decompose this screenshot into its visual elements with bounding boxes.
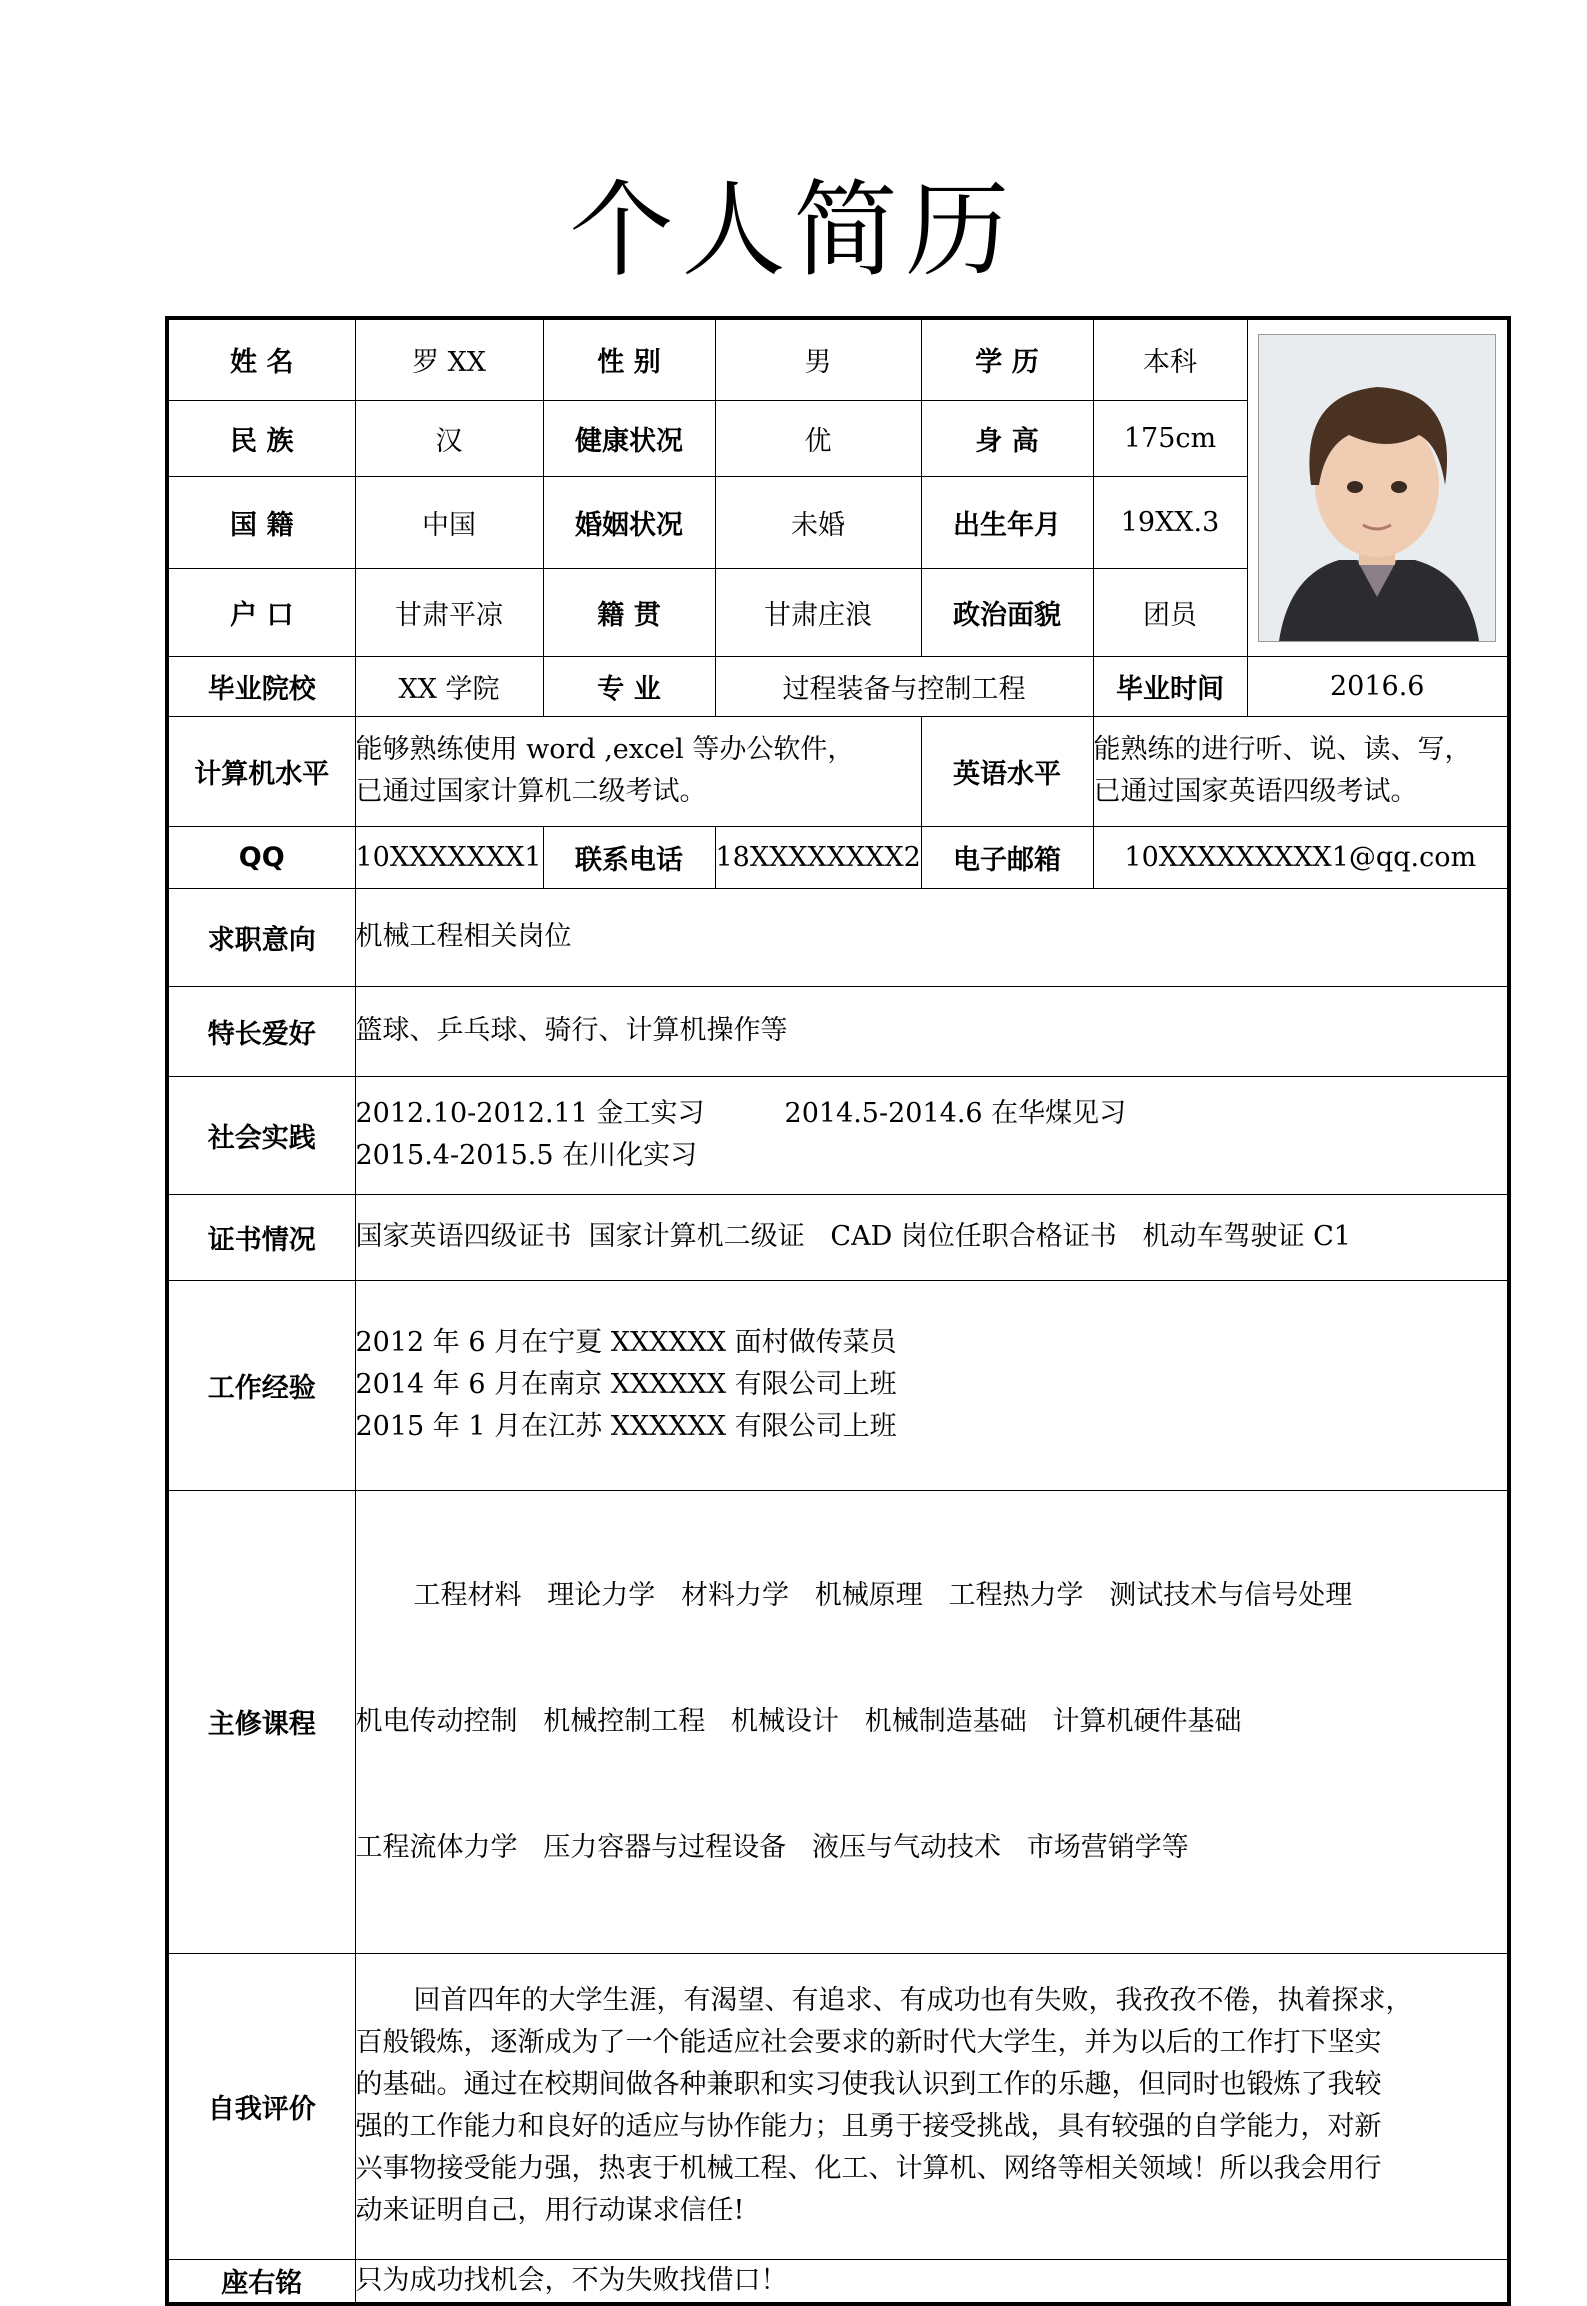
table-row bbox=[167, 2259, 1509, 2304]
resume-table bbox=[165, 316, 1511, 2306]
practice-item: 2015.4-2015.5 在川化实习 bbox=[355, 1140, 698, 1171]
table-row bbox=[167, 318, 1509, 400]
table-row bbox=[167, 888, 1509, 986]
table-row bbox=[167, 826, 1509, 888]
grad-value: 2016.6 bbox=[1247, 656, 1509, 716]
table-row bbox=[167, 986, 1509, 1076]
marital-label: 婚姻状况 bbox=[543, 476, 715, 568]
ethnicity-label: 民 族 bbox=[167, 400, 355, 476]
courses-line: 工程材料 理论力学 材料力学 机械原理 工程热力学 测试技术与信号处理 bbox=[413, 1579, 1353, 1611]
cert-value: 国家英语四级证书 国家计算机二级证 CAD 岗位任职合格证书 机动车驾驶证 C1 bbox=[355, 1194, 1509, 1280]
political-label: 政治面貌 bbox=[921, 568, 1093, 656]
nationality-label: 国 籍 bbox=[167, 476, 355, 568]
page-title: 个人简历 bbox=[569, 169, 1018, 291]
health-label: 健康状况 bbox=[543, 400, 715, 476]
practice-value bbox=[355, 1076, 1509, 1194]
self-line: 百般锻炼，逐渐成为了一个能适应社会要求的新时代大学生，并为以后的工作打下坚实 bbox=[355, 2027, 1382, 2058]
practice-item: 2014.5-2014.6 在华煤见习 bbox=[784, 1098, 1127, 1129]
courses-value bbox=[355, 1490, 1509, 1953]
birth-value: 19XX.3 bbox=[1093, 476, 1247, 568]
qq-value: 10XXXXXXX1 bbox=[355, 826, 543, 888]
work-item: 2014 年 6 月在南京 XXXXXX 有限公司上班 bbox=[355, 1369, 897, 1400]
education-value: 本科 bbox=[1093, 318, 1247, 400]
gender-label: 性 别 bbox=[543, 318, 715, 400]
work-item: 2015 年 1 月在江苏 XXXXXX 有限公司上班 bbox=[355, 1411, 897, 1442]
table-row bbox=[167, 1490, 1509, 1953]
origin-value: 甘肃庄浪 bbox=[715, 568, 921, 656]
work-label: 工作经验 bbox=[167, 1280, 355, 1490]
courses-label: 主修课程 bbox=[167, 1490, 355, 1953]
school-label: 毕业院校 bbox=[167, 656, 355, 716]
english-label: 英语水平 bbox=[921, 716, 1093, 826]
grad-label: 毕业时间 bbox=[1093, 656, 1247, 716]
profile-photo bbox=[1258, 334, 1496, 642]
self-line: 的基础。通过在校期间做各种兼职和实习使我认识到工作的乐趣，但同时也锻炼了我较 bbox=[355, 2069, 1382, 2100]
phone-label: 联系电话 bbox=[543, 826, 715, 888]
hukou-label: 户 口 bbox=[167, 568, 355, 656]
gender-value: 男 bbox=[715, 318, 921, 400]
courses-line: 机电传动控制 机械控制工程 机械设计 机械制造基础 计算机硬件基础 bbox=[355, 1705, 1242, 1737]
self-label: 自我评价 bbox=[167, 1953, 355, 2259]
email-label: 电子邮箱 bbox=[921, 826, 1093, 888]
table-row bbox=[167, 1076, 1509, 1194]
self-line: 回首四年的大学生涯，有渴望、有追求、有成功也有失败，我孜孜不倦，执着探求， bbox=[413, 1985, 1413, 2016]
marital-value: 未婚 bbox=[715, 476, 921, 568]
education-label: 学 历 bbox=[921, 318, 1093, 400]
table-row bbox=[167, 656, 1509, 716]
major-value: 过程装备与控制工程 bbox=[715, 656, 1093, 716]
major-label: 专 业 bbox=[543, 656, 715, 716]
motto-label: 座右铭 bbox=[167, 2259, 355, 2304]
self-line: 强的工作能力和良好的适应与协作能力；且勇于接受挑战，具有较强的自学能力，对新 bbox=[355, 2111, 1382, 2142]
height-label: 身 高 bbox=[921, 400, 1093, 476]
hobby-value: 篮球、乒乓球、骑行、计算机操作等 bbox=[355, 986, 1509, 1076]
table-row bbox=[167, 1194, 1509, 1280]
motto-value: 只为成功找机会，不为失败找借口！ bbox=[355, 2259, 1509, 2304]
work-item: 2012 年 6 月在宁夏 XXXXXX 面村做传菜员 bbox=[355, 1327, 897, 1358]
computer-value: 能够熟练使用 word ,excel 等办公软件， 已通过国家计算机二级考试。 bbox=[355, 716, 921, 826]
ethnicity-value: 汉 bbox=[355, 400, 543, 476]
cert-label: 证书情况 bbox=[167, 1194, 355, 1280]
health-value: 优 bbox=[715, 400, 921, 476]
birth-label: 出生年月 bbox=[921, 476, 1093, 568]
phone-value: 18XXXXXXXX2 bbox=[715, 826, 921, 888]
name-label: 姓 名 bbox=[167, 318, 355, 400]
intention-label: 求职意向 bbox=[167, 888, 355, 986]
table-row bbox=[167, 716, 1509, 826]
origin-label: 籍 贯 bbox=[543, 568, 715, 656]
work-value bbox=[355, 1280, 1509, 1490]
email-value: 10XXXXXXXXX1@qq.com bbox=[1093, 826, 1509, 888]
name-value: 罗 XX bbox=[355, 318, 543, 400]
self-value bbox=[355, 1953, 1509, 2259]
self-line: 兴事物接受能力强，热衷于机械工程、化工、计算机、网络等相关领域！所以我会用行 bbox=[355, 2153, 1382, 2184]
self-line: 动来证明自己，用行动谋求信任! bbox=[355, 2195, 745, 2226]
computer-label: 计算机水平 bbox=[167, 716, 355, 826]
english-value: 能熟练的进行听、说、读、写， 已通过国家英语四级考试。 bbox=[1093, 716, 1509, 826]
political-value: 团员 bbox=[1093, 568, 1247, 656]
courses-line: 工程流体力学 压力容器与过程设备 液压与气动技术 市场营销学等 bbox=[355, 1831, 1189, 1863]
qq-label: QQ bbox=[167, 826, 355, 888]
school-value: XX 学院 bbox=[355, 656, 543, 716]
table-row bbox=[167, 1280, 1509, 1490]
nationality-value: 中国 bbox=[355, 476, 543, 568]
table-row bbox=[167, 1953, 1509, 2259]
practice-label: 社会实践 bbox=[167, 1076, 355, 1194]
photo-cell bbox=[1247, 318, 1509, 656]
practice-item: 2012.10-2012.11 金工实习 bbox=[355, 1098, 705, 1129]
hobby-label: 特长爱好 bbox=[167, 986, 355, 1076]
height-value: 175cm bbox=[1093, 400, 1247, 476]
hukou-value: 甘肃平凉 bbox=[355, 568, 543, 656]
intention-value: 机械工程相关岗位 bbox=[355, 888, 1509, 986]
